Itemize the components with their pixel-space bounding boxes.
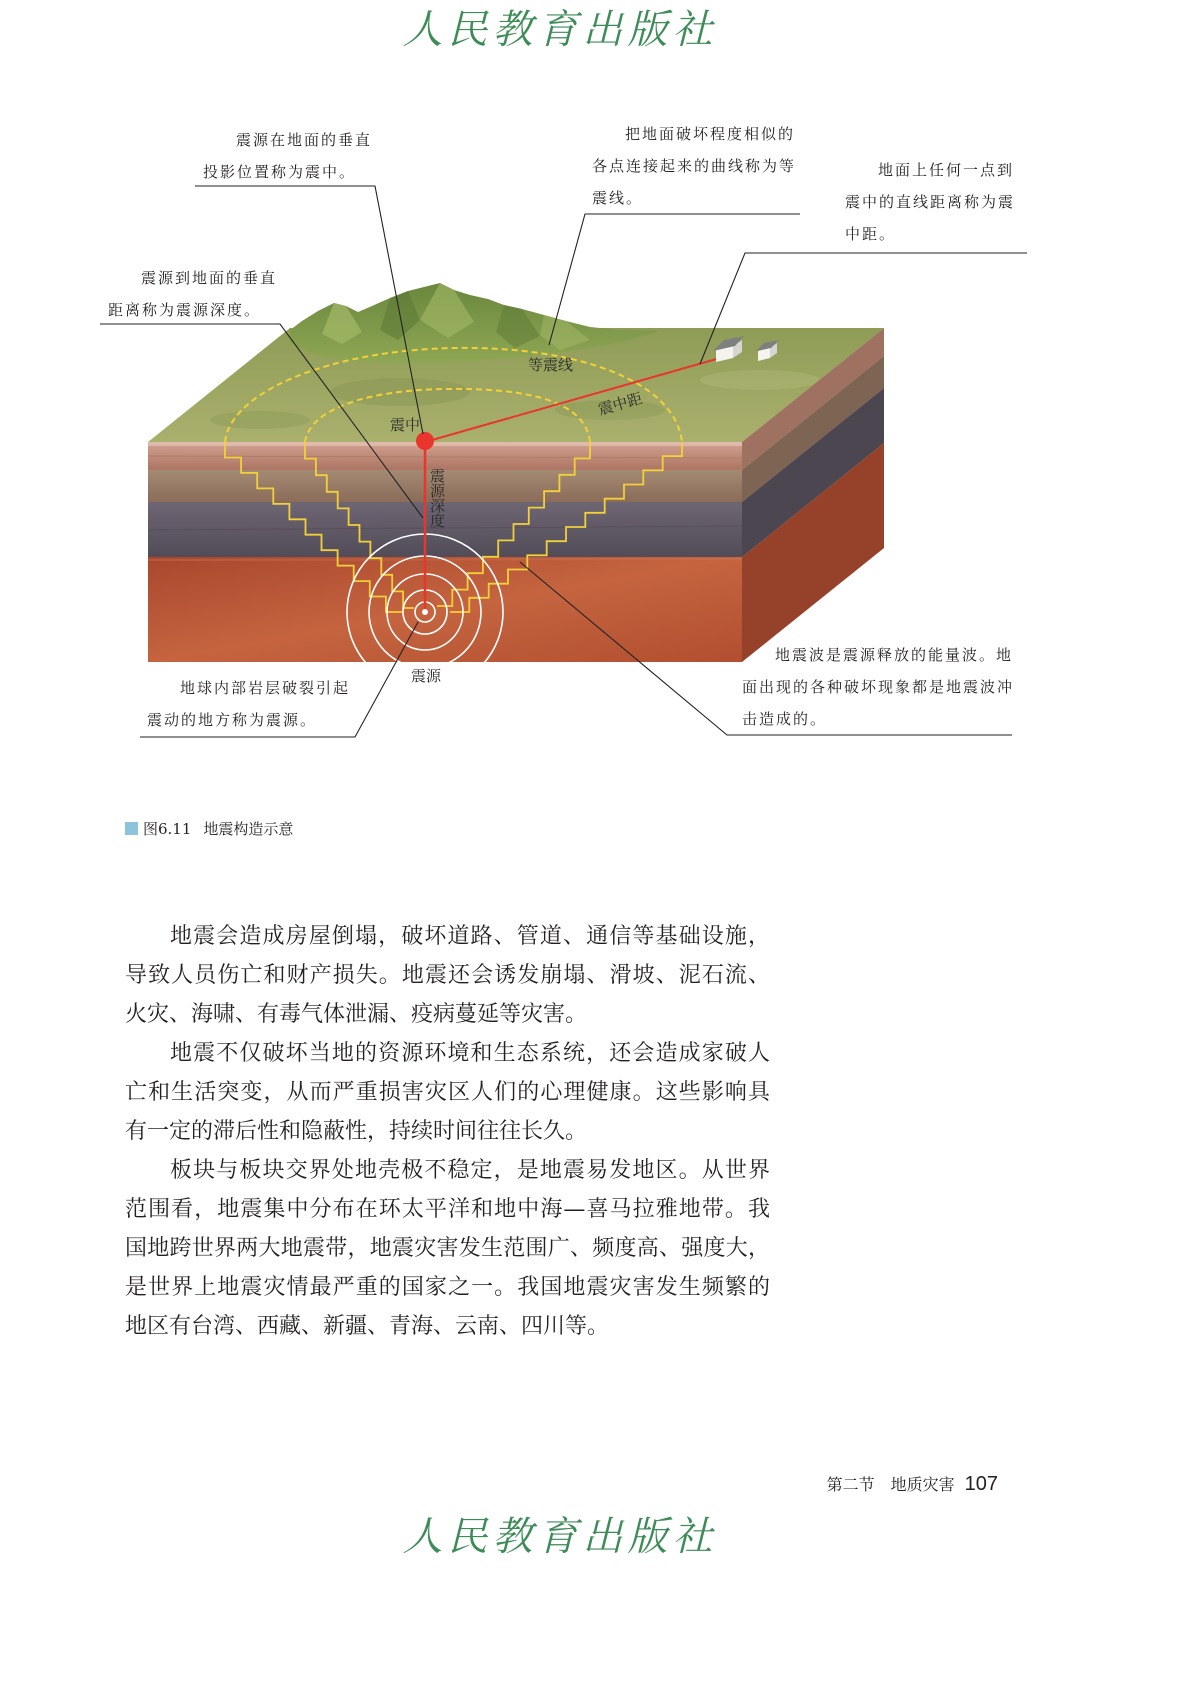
text-line: 是世界上地震灾情最严重的国家之一。我国地震灾害发生频繁的 <box>125 1275 770 1300</box>
label-epicenter: 震中 <box>390 416 421 434</box>
callout-epicenter <box>203 124 372 188</box>
callout-line: 击造成的。 <box>742 710 828 728</box>
callout-line: 各点连接起来的曲线称为等 <box>592 157 797 175</box>
paragraph <box>125 1151 770 1346</box>
ground-patch <box>700 370 820 390</box>
callout-line: 震源在地面的垂直 <box>236 131 373 149</box>
text-line: 地震会造成房屋倒塌，破坏道路、管道、通信等基础设施， <box>170 924 770 949</box>
callout-epicentral-distance <box>845 154 1015 250</box>
ground-patch <box>210 411 310 429</box>
publisher-watermark-bottom: 人民教育出版社 <box>402 1514 718 1560</box>
focus-marker <box>422 609 428 615</box>
paragraph <box>125 1034 770 1151</box>
epicenter-marker <box>416 432 434 450</box>
callout-line: 面出现的各种破坏现象都是地震波冲 <box>742 678 1015 696</box>
text-line: 导致人员伤亡和财产损失。地震还会诱发崩塌、滑坡、泥石流、 <box>125 963 770 988</box>
callout-line: 把地面破坏程度相似的 <box>625 125 796 143</box>
callout-focus <box>147 672 350 736</box>
callout-line: 震线。 <box>592 189 644 207</box>
caption-marker <box>125 822 138 835</box>
text-line: 板块与板块交界处地壳极不稳定，是地震易发地区。从世界 <box>170 1158 770 1183</box>
figure-number: 图6.11 <box>143 819 192 838</box>
callout-line: 地面上任何一点到 <box>878 161 1015 179</box>
callout-line: 中距。 <box>845 225 897 243</box>
section-label: 第二节 <box>826 1475 875 1494</box>
label-isoseismal-line: 等震线 <box>528 356 574 374</box>
callout-line: 投影位置称为震中。 <box>203 163 357 181</box>
callout-seismic-wave <box>742 639 1014 735</box>
front-edge-highlight <box>148 442 742 446</box>
text-line: 国地跨世界两大地震带，地震灾害发生范围广、频度高、强度大， <box>125 1236 770 1261</box>
body-text <box>125 917 770 1346</box>
stratum-deep-rock <box>148 557 742 662</box>
label-focus: 震源 <box>411 667 442 685</box>
section-title: 地质灾害 <box>890 1475 955 1494</box>
page-footer <box>827 1472 998 1496</box>
text-line: 范围看，地震集中分布在环太平洋和地中海—喜马拉雅地带。我 <box>125 1197 770 1222</box>
text-line: 亡和生活突变，从而严重损害灾区人们的心理健康。这些影响具 <box>125 1080 770 1105</box>
figure-title: 地震构造示意 <box>203 819 294 838</box>
text-line: 火灾、海啸、有毒气体泄漏、疫病蔓延等灾害。 <box>125 1002 588 1027</box>
callout-focal-depth <box>108 262 277 326</box>
callout-line: 震源到地面的垂直 <box>141 269 278 287</box>
leader-isoseismal-line <box>549 214 800 345</box>
label-focal-depth: 震源深度 <box>428 468 446 528</box>
callout-isoseismal-line <box>592 118 796 214</box>
callout-line: 震中的直线距离称为震 <box>845 193 1016 211</box>
callout-line: 地球内部岩层破裂引起 <box>180 679 351 697</box>
publisher-watermark-top: 人民教育出版社 <box>402 7 718 53</box>
text-line: 地震不仅破坏当地的资源环境和生态系统，还会造成家破人 <box>170 1041 770 1066</box>
paragraph <box>125 917 770 1034</box>
callout-line: 地震波是震源释放的能量波。地 <box>775 646 1014 664</box>
label-epicentral-distance: 震中距 <box>596 389 645 419</box>
page-number: 107 <box>964 1473 998 1495</box>
callout-line: 震动的地方称为震源。 <box>147 711 318 729</box>
figure-caption <box>125 818 293 838</box>
callout-line: 距离称为震源深度。 <box>108 301 262 319</box>
text-line: 地区有台湾、西藏、新疆、青海、云南、四川等。 <box>125 1314 610 1339</box>
text-line: 有一定的滞后性和隐蔽性，持续时间往往长久。 <box>125 1119 588 1144</box>
